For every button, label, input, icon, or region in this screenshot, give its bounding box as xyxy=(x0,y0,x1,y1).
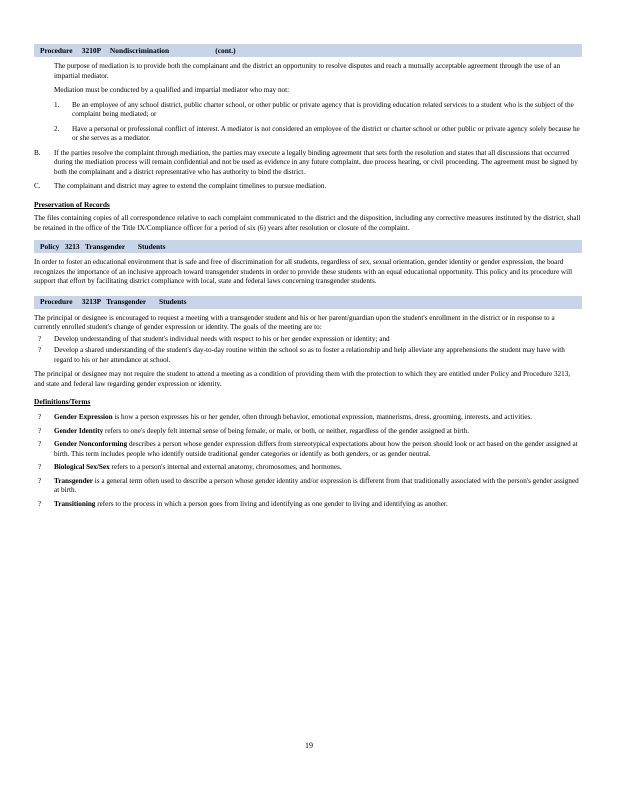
mediator-item-2: 2. Have a personal or professional conflict of interest. A mediator is not considered an employee of the district or charter school or other public or private agency solely because he or she serves as a mediator. xyxy=(54,124,580,142)
definition-gender-nonconforming: ? Gender Nonconforming describes a person whose gender expression differs from stereotypical expectations about how the person should look or act based on the gender assigned at birth. This term includes people who identify outside traditional gender categories or identify as both genders, or as gender neutral. xyxy=(38,440,578,458)
policy-3213-paragraph: In order to foster an educational environment that is safe and free of discrimination for all students, regardless of sex, sexual orientation, gender identity or gender expression, the board recognizes the importance of an inclusive approach toward transgender students in order to provide these students with an equal educational opportunity. This policy and its procedure will support that effort by facilitating district compliance with local, state and federal laws concerning transgender students. xyxy=(34,258,573,286)
definition-biological-sex: ? Biological Sex/Sex refers to a person's internal and external anatomy, chromosomes, and hormones. xyxy=(38,463,342,472)
document-page xyxy=(34,44,582,509)
policy-3213-header: Policy 3213 Transgender Students xyxy=(34,240,582,253)
mediation-purpose-paragraph: The purpose of mediation is to provide both the complainant and the district an opportunity to resolve disputes and reach a mutually acceptable agreement through the use of an impartial mediator. xyxy=(54,62,561,80)
definition-transgender: ? Transgender is a general term often used to describe a person whose gender identity and/or expression is different from that traditionally associated with the person's gender assigned at birth. xyxy=(38,476,579,495)
definition-gender-identity: ? Gender Identity refers to one's deeply felt internal sense of being female, or male, or both, or neither, regardless of the gender assigned at birth. xyxy=(38,426,470,435)
procedure-3210p-header: Procedure 3210P Nondiscrimination (cont.) xyxy=(34,44,582,57)
page-number: 19 xyxy=(305,741,313,750)
meeting-goal-2: ? Develop a shared understanding of the student's day-to-day routine within the school so as to foster a relationship and help alleviate any apprehensions the student may have with regard to his or her attendance at school. xyxy=(38,346,565,364)
procedure-3213p-header: Procedure 3213P Transgender Students xyxy=(34,296,582,309)
definition-transitioning: ? Transitioning refers to the process in which a person goes from living and identifying as one gender to living and identifying as another. xyxy=(38,499,448,508)
principal-paragraph: The principal or designee may not require the student to attend a meeting as a condition of providing them with the protection to which they are entitled under Policy and Procedure 3213, and state and federal law regarding gender expression or identity. xyxy=(34,370,571,388)
preservation-of-records-paragraph: The files containing copies of all correspondence relative to each complaint communicated to the district and the disposition, including any corrective measures instituted by the district, shall be retained in the office of the Title IX/Compliance officer for a period of six (6) years after resolution or closure of the complaint. xyxy=(34,214,581,232)
meeting-goal-1: ? Develop understanding of that student's individual needs with respect to his or her gender expression or identity; and xyxy=(38,334,390,343)
section-b: B. If the parties resolve the complaint through mediation, the parties may execute a legally binding agreement that sets forth the resolution and states that all discussions that occurred during the mediation process will remain confidential and not be used as evidence in any future complaint, due process hearing, or civil proceeding. The agreement must be signed by both the complainant and a district representative who has authority to bind the district. xyxy=(34,148,578,176)
preservation-of-records-heading: Preservation of Records xyxy=(34,199,110,209)
section-c: C. The complainant and district may agree to extend the complaint timelines to pursue mediation. xyxy=(34,182,327,190)
definition-gender-expression: ? Gender Expression is how a person expresses his or her gender, often through behavior, emotional expression, mannerisms, dress, grooming, interests, and activities. xyxy=(38,413,533,422)
mediator-requirements-paragraph: Mediation must be conducted by a qualified and impartial mediator who may not: xyxy=(54,86,290,94)
definitions-heading: Definitions/Terms xyxy=(34,397,91,407)
procedure-3213p-paragraph: The principal or designee is encouraged to request a meeting with a transgender student and his or her parent/guardian upon the student's enrollment in the district or in response to a currently enrolled student's change of gender expression or identity. The goals of the meeting are to: xyxy=(34,313,555,332)
mediator-item-1: 1. Be an employee of any school district, public charter school, or other public or private agency that is providing education related services to a student who is the subject of the complaint being mediated; or xyxy=(54,100,574,118)
